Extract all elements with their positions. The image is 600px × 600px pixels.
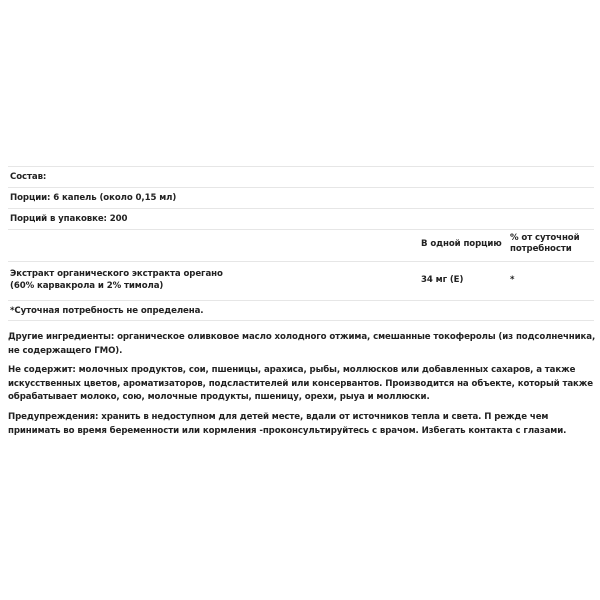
ingredient-name [10,268,310,292]
daily-value-footnote: *Суточная потребность не определена. [10,306,204,316]
ingredient-daily-value: * [510,275,515,285]
supplement-facts-table [8,166,594,321]
footnote-row [8,300,594,321]
table-header-row [8,229,594,261]
amount-per-serving-header: В одной порцию [421,239,502,249]
ingredient-name-line1: Экстракт органического экстракта орегано [10,269,223,279]
table-row [8,261,594,300]
serving-size: Порции: 6 капель (около 0,15 мл) [10,193,177,203]
composition-row [8,166,594,187]
ingredient-name-line2: (60% карвакрола и 2% тимола) [10,281,164,291]
servings-per-container-row [8,208,594,229]
composition-label: Состав: [10,172,47,182]
daily-value-header [510,233,590,255]
ingredient-amount: 34 мг (Е) [421,275,464,285]
daily-value-header-line2: потребности [510,244,572,254]
serving-size-row [8,187,594,208]
other-ingredients-text: Другие ингредиенты: органическое оливковое масло холодного отжима, смешанные токоферолы (из подсолнечника, не содержащего ГМО). [8,332,596,356]
warnings-text: Предупреждения: хранить в недоступном для детей месте, вдали от источников тепла и света. П режде чем принимать во время беременности или кормления -проконсультируйтесь с врачом. Избегать контакта с глазами. [8,412,567,436]
daily-value-header-line1: % от суточной [510,233,580,243]
allergen-statement-text: Не содержит: молочных продуктов, сои, пшеницы, арахиса, рыбы, моллюсков или добавленных сахаров, а также искусственных цветов, ароматизаторов, подсластителей или консервантов. Производится на объекте, который также обрабатывает молоко, сою, молочные продукты, пшеницу, орехи, рыуа и моллюски. [8,365,593,402]
servings-per-container: Порций в упаковке: 200 [10,214,128,224]
